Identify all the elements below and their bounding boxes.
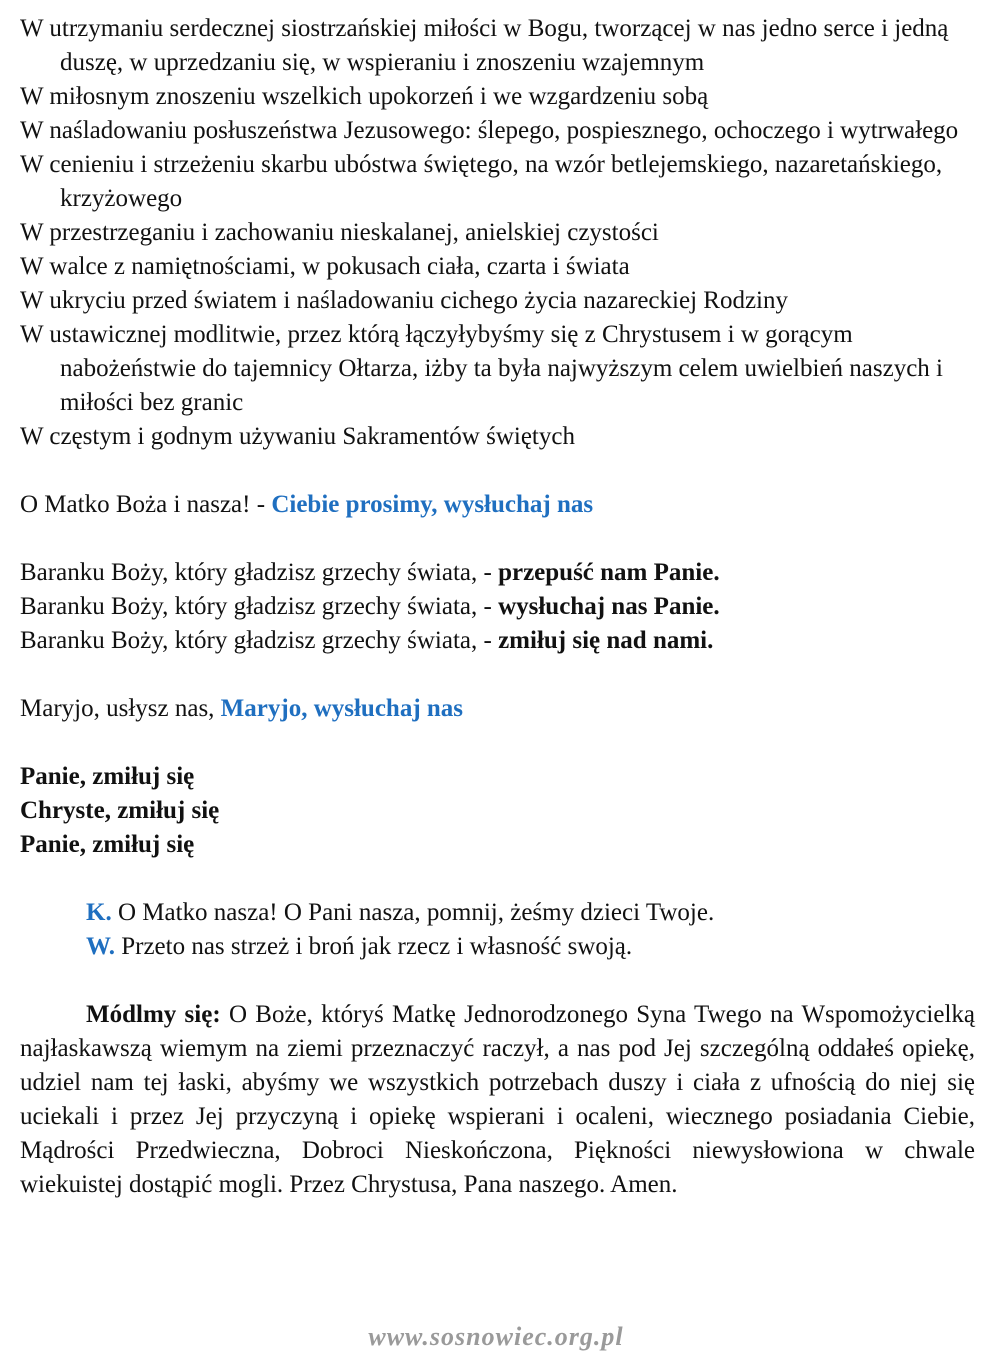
invocation-call: O Matko Boża i nasza! - (20, 491, 272, 518)
versicle-w-label: W. (86, 933, 115, 960)
spacer (20, 726, 975, 760)
litany-item: W ustawicznej modlitwie, przez którą łączyłybyśmy się z Chrystusem i w gorącym nabożeństwie do tajemnicy Ołtarza, iżby ta była najwyższym celem uwielbień naszych i miłości bez granic (20, 321, 944, 416)
invocation-line (20, 488, 975, 522)
maryjo-line (20, 692, 975, 726)
versicle-k-label: K. (86, 899, 112, 926)
versicle-k-text: O Matko nasza! O Pani nasza, pomnij, żeśmy dzieci Twoje. (111, 899, 715, 926)
spacer (20, 658, 975, 692)
prayer-text: O Boże, któryś Matkę Jednorodzonego Syna Twego na Wspomożycielką najłaskawszą wiemym na ziemi przeznaczyć raczył, a nas pod Jej szczególną oddałeś opiekę, udziel nam tej łaski, abyśmy we wszystkich potrzebach duszy i ciała z ufnością do niej się uciekali i przez Jej przyczyną i opiekę wspierani i ocaleni, wiecznego posiadania Ciebie, Mądrości Przedwieczna, Dobroci Nieskończona, Piękności niewysłowiona w chwale wiekuistej dostąpić mogli. Przez Chrystusa, Pana naszego. Amen. (20, 1001, 975, 1198)
agnus-line (20, 590, 975, 624)
watermark: www.sosnowiec.org.pl (368, 1322, 624, 1351)
litany-item: W cenieniu i strzeżeniu skarbu ubóstwa świętego, na wzór betlejemskiego, nazaretańskiego, krzyżowego (20, 151, 943, 212)
litany-item: W miłosnym znoszeniu wszelkich upokorzeń i we wzgardzeniu sobą (20, 83, 709, 110)
maryjo-response: Maryjo, wysłuchaj nas (220, 695, 464, 722)
spacer (20, 522, 975, 556)
spacer (20, 964, 975, 998)
litany-item: W utrzymaniu serdecznej siostrzańskiej miłości w Bogu, tworzącej w nas jedno serce i jedną duszę, w uprzedzaniu się, w wspieraniu i znoszeniu wzajemnym (20, 15, 949, 76)
agnus-response: zmiłuj się nad nami. (498, 627, 714, 654)
spacer (20, 454, 975, 488)
invocation-response: Ciebie prosimy, wysłuchaj nas (271, 491, 594, 518)
kyrie-line: Panie, zmiłuj się (20, 831, 195, 858)
kyrie-line: Chryste, zmiłuj się (20, 797, 220, 824)
agnus-response: wysłuchaj nas Panie. (498, 593, 720, 620)
agnus-call: Baranku Boży, który gładzisz grzechy świata, - (20, 559, 499, 586)
closing-prayer (20, 998, 975, 1202)
agnus-call: Baranku Boży, który gładzisz grzechy świata, - (20, 593, 499, 620)
agnus-call: Baranku Boży, który gładzisz grzechy świata, - (20, 627, 499, 654)
litany-item: W ukryciu przed światem i naśladowaniu cichego życia nazareckiej Rodziny (20, 287, 788, 314)
maryjo-call: Maryjo, usłysz nas, (20, 695, 221, 722)
prayer-label: Módlmy się: (86, 1001, 221, 1028)
agnus-line (20, 556, 975, 590)
versicle-k (20, 896, 975, 930)
agnus-response: przepuść nam Panie. (498, 559, 720, 586)
agnus-line (20, 624, 975, 658)
litany-text (20, 12, 975, 1202)
litany-item: W przestrzeganiu i zachowaniu nieskalanej, anielskiej czystości (20, 219, 659, 246)
spacer (20, 862, 975, 896)
versicle-w (20, 930, 975, 964)
kyrie-line: Panie, zmiłuj się (20, 763, 195, 790)
litany-item: W naśladowaniu posłuszeństwa Jezusowego: ślepego, pospiesznego, ochoczego i wytrwałego (20, 117, 959, 144)
litany-item: W walce z namiętnościami, w pokusach ciała, czarta i świata (20, 253, 630, 280)
litany-item: W częstym i godnym używaniu Sakramentów świętych (20, 423, 575, 450)
versicle-w-text: Przeto nas strzeż i broń jak rzecz i własność swoją. (114, 933, 633, 960)
